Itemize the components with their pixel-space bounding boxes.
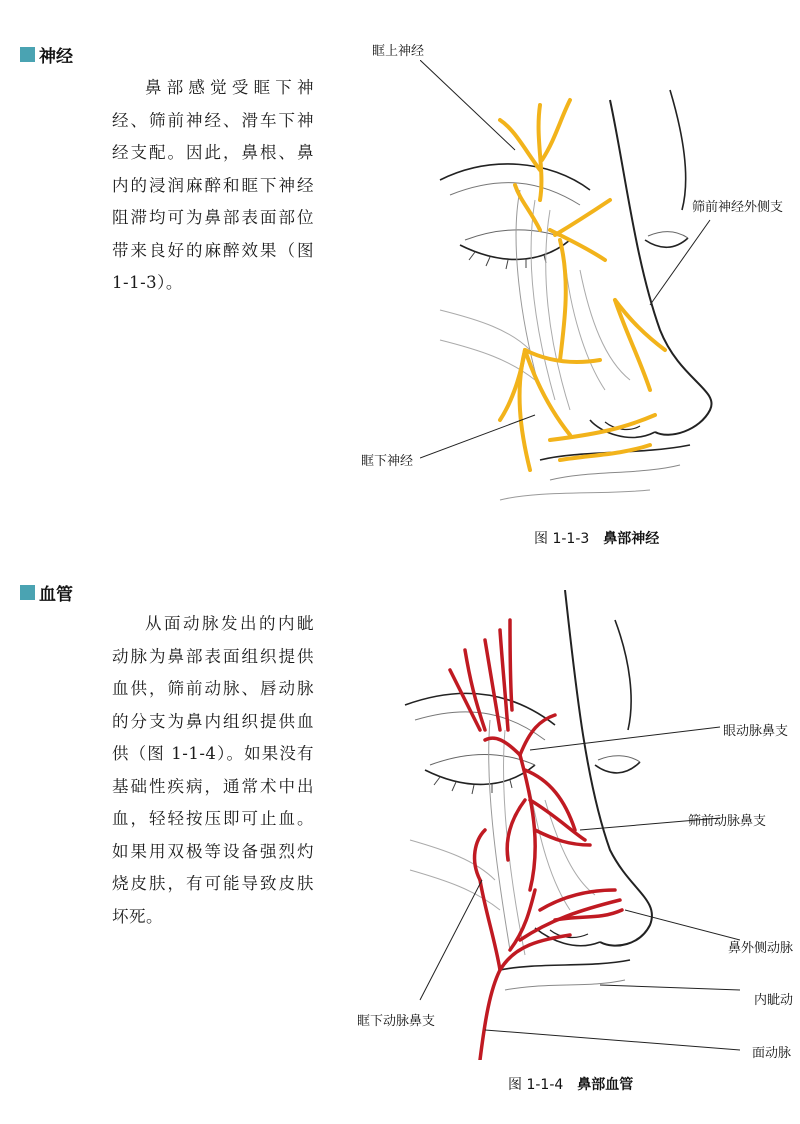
label-ethmoid-lateral-nerve: 筛前神经外侧支	[692, 200, 784, 215]
paragraph-vessels: 从面动脉发出的内眦动脉为鼻部表面组织提供血供，筛前动脉、唇动脉的分支为鼻内组织提供血供（图 1-1-4）。如果没有基础性疾病，通常术中出血，轻轻按压即可止血。如果用双极等设备强烈灼烧皮肤，有可能导致皮肤坏死。	[112, 614, 314, 926]
label-ethmoid-nasal-artery: 筛前动脉鼻支	[688, 814, 767, 829]
figure-number: 图 1-1-3	[534, 531, 590, 547]
figure-nasal-nerves	[420, 60, 750, 520]
heading-text: 神经	[39, 47, 73, 67]
label-angular-artery: 内眦动	[754, 993, 794, 1008]
heading-square-icon	[20, 47, 35, 62]
heading-square-icon	[20, 585, 35, 600]
label-ophthalmic-nasal-artery: 眼动脉鼻支	[723, 724, 789, 739]
figure-number: 图 1-1-4	[508, 1077, 564, 1093]
figure-title: 鼻部神经	[603, 531, 660, 547]
label-lateral-nasal-artery: 鼻外侧动脉	[728, 941, 794, 956]
figure-caption-vessels	[508, 1074, 633, 1094]
heading-text: 血管	[39, 585, 73, 605]
section-heading-nerves	[20, 42, 73, 67]
figure-title: 鼻部血管	[577, 1077, 634, 1093]
label-supraorbital-nerve: 眶上神经	[372, 44, 425, 59]
figure-caption-nerves	[534, 528, 659, 548]
label-infraorbital-nerve: 眶下神经	[361, 454, 414, 469]
paragraph-nerves: 鼻部感觉受眶下神经、筛前神经、滑车下神经支配。因此，鼻根、鼻内的浸润麻醉和眶下神经阻滞均可为鼻部表面部位带来良好的麻醉效果（图 1-1-3）。	[112, 78, 314, 292]
section-heading-vessels	[20, 580, 73, 605]
label-infraorbital-nasal-artery: 眶下动脉鼻支	[357, 1014, 436, 1029]
label-facial-artery: 面动脉	[752, 1046, 792, 1061]
